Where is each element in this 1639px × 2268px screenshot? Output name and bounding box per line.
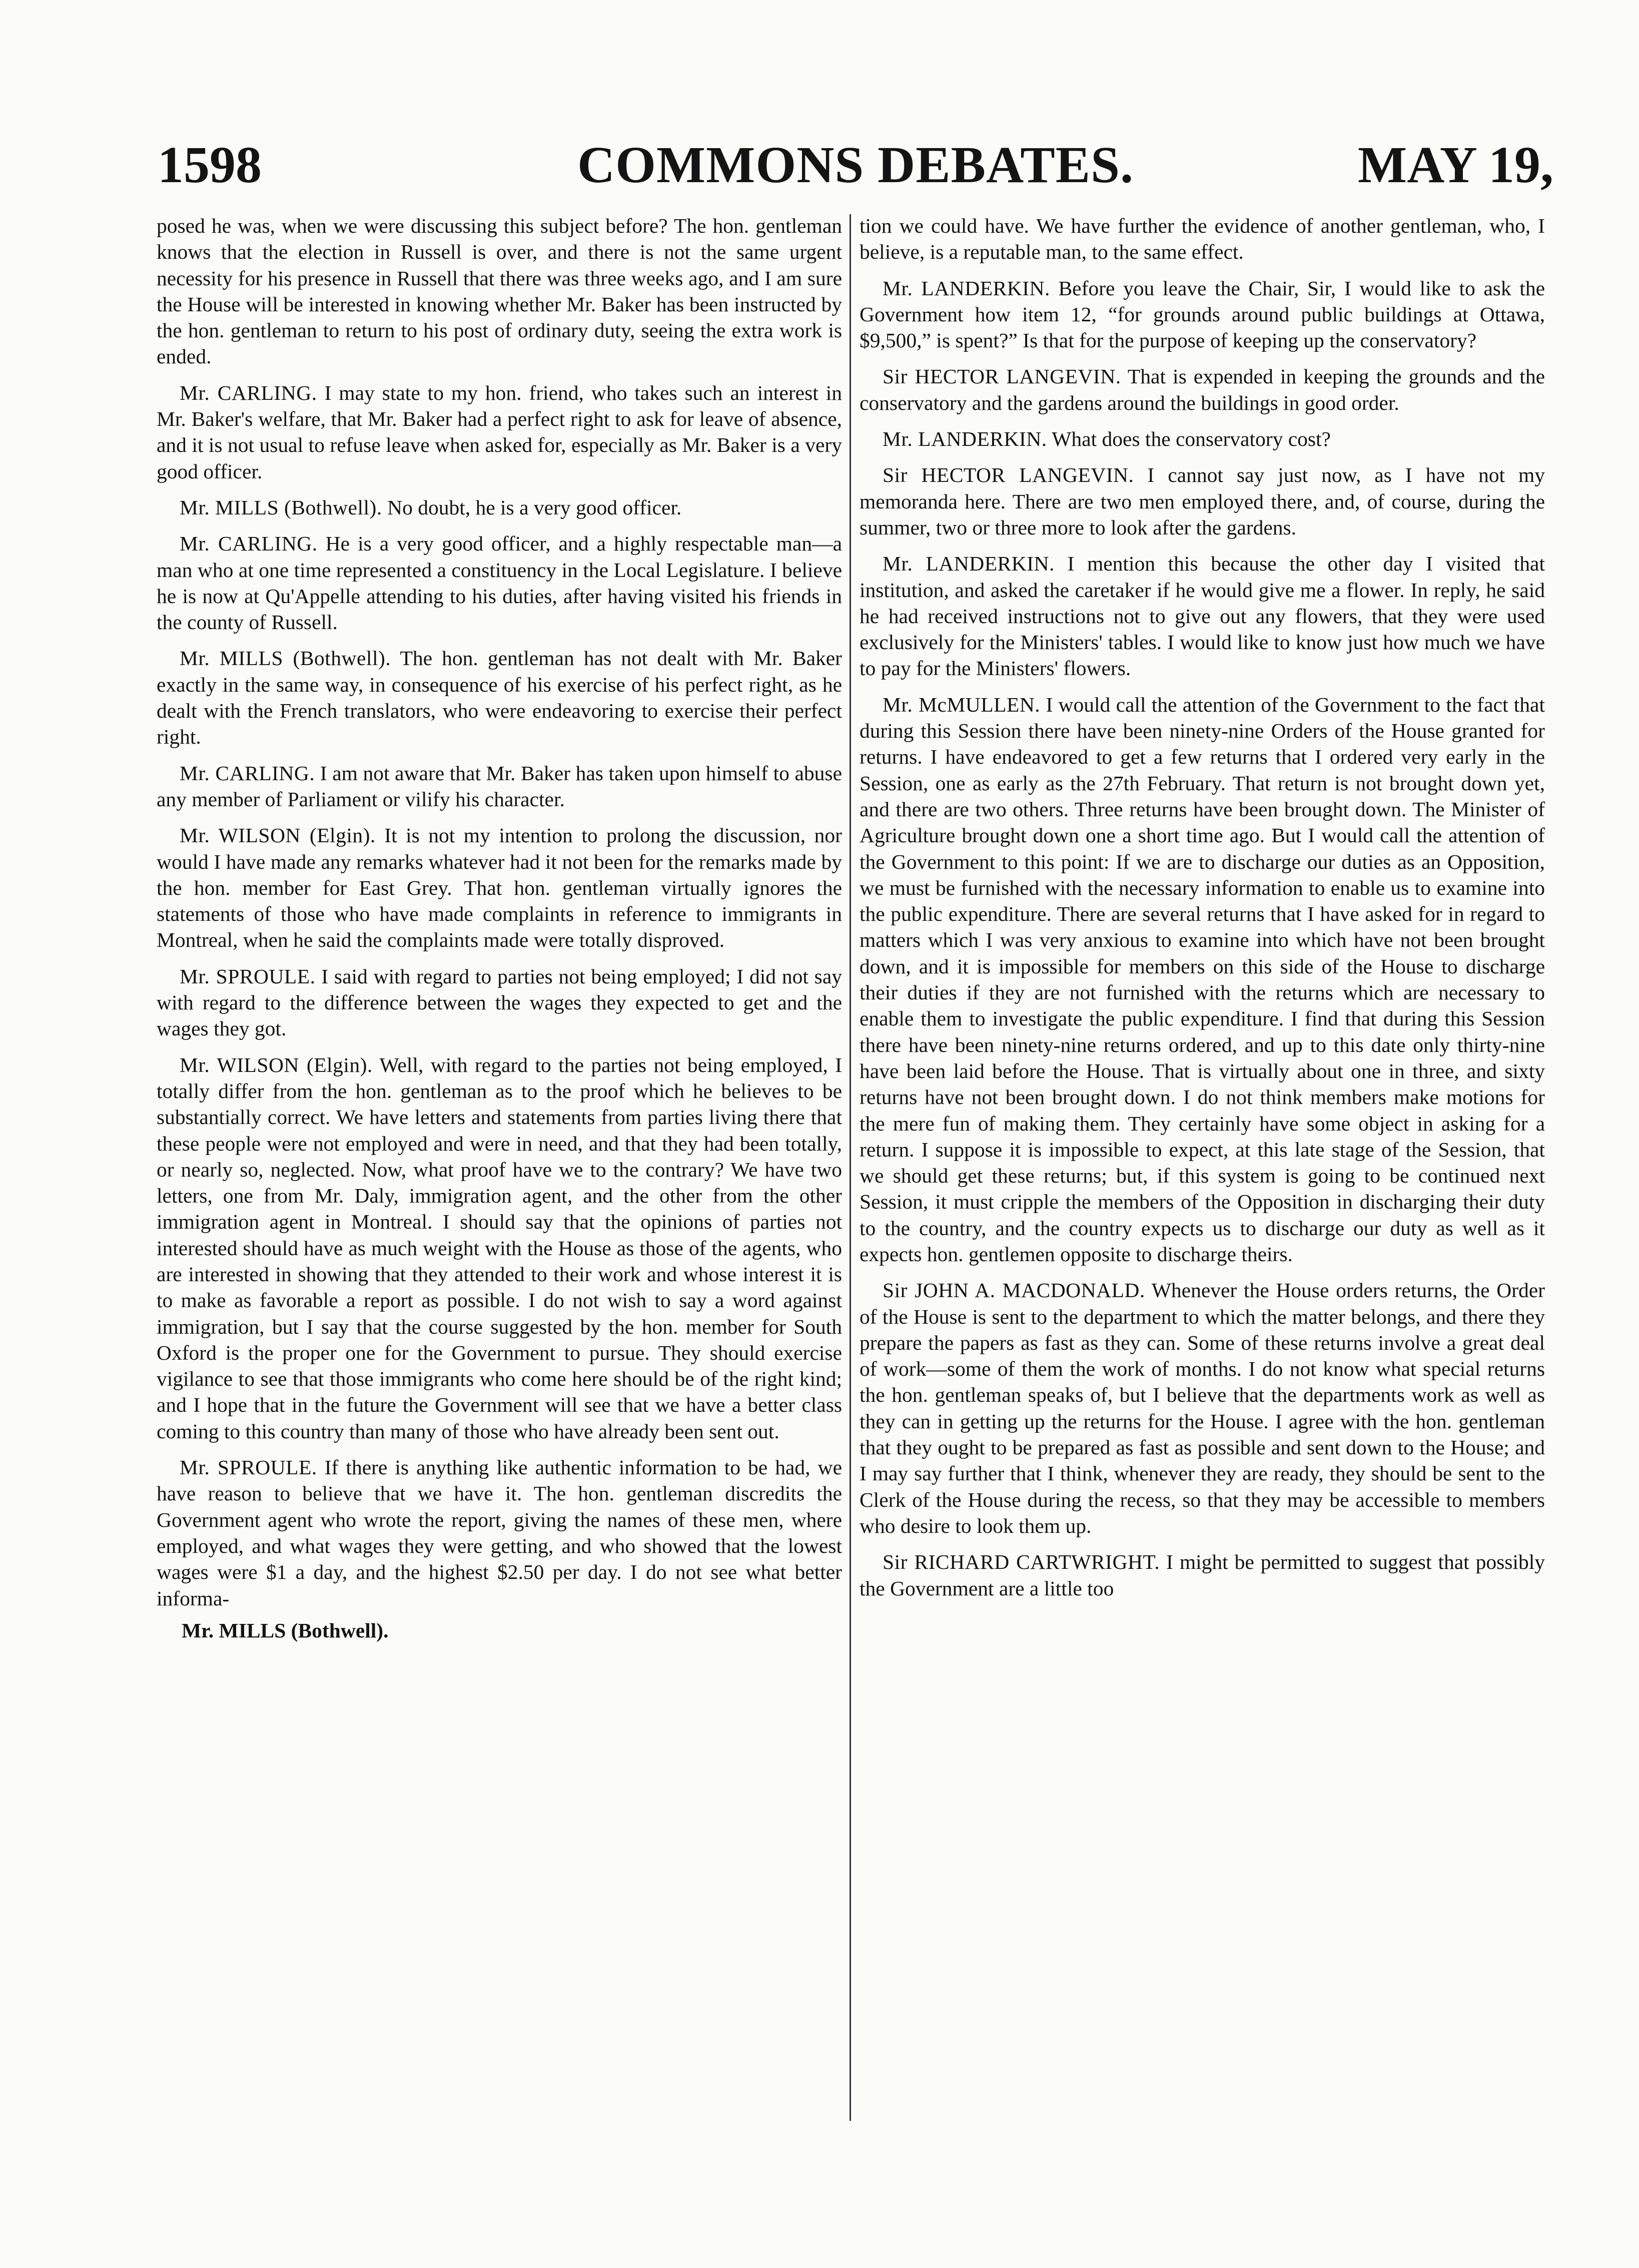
paragraph — [860, 1277, 1545, 1539]
speech-text: He is a very good officer, and a highly respectable man—a man who at one time represented a constituency in the Local Legislature. I believe he is now at Qu'Appelle attending to his duties, after having visited his friends in the county of Russell. — [157, 532, 842, 634]
speaker-name: Mr. LANDERKIN. — [883, 552, 1055, 576]
paragraph — [157, 494, 842, 520]
speaker-name: Mr. LANDERKIN. — [883, 276, 1050, 300]
next-speaker-catchword: Mr. MILLS (Bothwell). — [182, 1618, 389, 1642]
speech-text: Before you leave the Chair, Sir, I would like to ask the Government how item 12, “for grounds around public buildings at Ottawa, $9,500,” is spent?” Is that for the purpose of keeping up the conservatory? — [860, 276, 1545, 352]
page-header — [158, 130, 1553, 195]
speech-text: I cannot say just now, as I have not my memoranda here. There are two men employed there, and, of course, during the summer, two or three more to look after the gardens. — [860, 463, 1545, 539]
paragraph — [157, 645, 842, 750]
speaker-name: Mr. McMULLEN. — [883, 693, 1041, 716]
speaker-name: Sir RICHARD CARTWRIGHT. — [883, 1550, 1160, 1574]
paragraph — [860, 426, 1545, 452]
paragraph — [860, 550, 1545, 681]
speaker-name: Mr. CARLING. — [180, 532, 318, 555]
speaker-name: Sir JOHN A. MACDONALD. — [883, 1279, 1145, 1302]
paragraph — [860, 692, 1545, 1268]
speaker-name: Mr. CARLING. — [180, 381, 317, 404]
speech-text: It is not my intention to prolong the discussion, nor would I have made any remarks whatever had it not been for the remarks made by the hon. member for East Grey. That hon. gentleman virtually ignores the statements of those who have made complaints in reference to immigrants in Montreal, when he said the complaints made were totally disproved. — [157, 824, 842, 952]
paragraph — [860, 363, 1545, 416]
speech-text: I said with regard to parties not being employed; I did not say with regard to the difference between the wages they expected to get and the wages they got. — [157, 964, 842, 1040]
speaker-name: Mr. MILLS (Bothwell). — [180, 647, 391, 670]
speech-text: No doubt, he is a very good officer. — [382, 495, 682, 519]
paragraph — [157, 760, 842, 813]
paragraph — [860, 275, 1545, 354]
paragraph: posed he was, when we were discussing this subject before? The hon. gentleman knows that the election in Russell is over, and there is not the same urgent necessity for his presence in Russell that there was three weeks ago, and I am sure the House will be interested in knowing whether Mr. Baker has been instructed by the hon. gentleman to return to his post of ordinary duty, seeing the extra work is ended. — [157, 214, 842, 368]
speech-text: That is expended in keeping the grounds and the conservatory and the gardens around the buildings in good order. — [860, 365, 1545, 414]
paragraph — [157, 1454, 842, 1611]
page-number: 1598 — [158, 136, 262, 194]
paragraph — [860, 1549, 1545, 1601]
speaker-name: Mr. MILLS (Bothwell). — [180, 495, 382, 519]
speech-text: I would call the attention of the Government to the fact that during this Session there have been ninety-nine Orders of the House granted for returns. I have endeavored to get a few returns that I ordered very early in the Session, one as early as the 27th February. That return is not brought down yet, and there are two others. Three returns have been brought down. The Minister of Agriculture brought down one a short time ago. But I would call the attention of the Government to this point: If we are to discharge our duties as an Opposition, we must be furnished with the necessary information to enable us to examine into the public expenditure. There are several returns that I have asked for in regard to matters which I was very anxious to examine into which have not been brought down, and it is impossible for members on this side of the House to discharge their duties if they are not furnished with the returns which are necessary to enable them to investigate the public expenditure. I find that during this Session there have been ninety-nine returns ordered, and up to this date only thirty-nine have been laid before the House. That is virtually about one in three, and sixty returns have not been brought down. I do not think members make motions for the mere fun of making them. They certainly have some object in asking for a return. I suppose it is impossible to expect, at this late stage of the Session, that we should get these returns; but, if this system is going to be continued next Session, it must cripple the members of the Opposition in discharging their duty to the country, and the country expects us to discharge our duty as well as it expects hon. gentlemen opposite to discharge theirs. — [860, 693, 1545, 1266]
paragraph — [157, 1052, 842, 1444]
speech-text: Well, with regard to the parties not being employed, I totally differ from the hon. gentleman as to the proof which he believes to be substantially correct. We have letters and statements from parties living there that these people were not employed and were in need, and that they had been totally, or nearly so, neglected. Now, what proof have we to the contrary? We have two letters, one from Mr. Daly, immigration agent, and the other from the other immigration agent in Montreal. I should say that the opinions of parties not interested should have as much weight with the House as those of the agents, who are interested in showing that they attended to their work and whose interest it is to make as favorable a report as possible. I do not wish to say a word against immigration, but I say that the course suggested by the hon. member for South Oxford is the proper one for the Government to pursue. They should exercise vigilance to see that those immigrants who come here should be of the right kind; and I hope that in the future the Government will see that we have a better class coming to this country than many of those who have already been sent out. — [157, 1053, 842, 1443]
speaker-name: Mr. LANDERKIN. — [883, 427, 1047, 451]
speech-text: I might be permitted to suggest that possibly the Government are a little too — [860, 1550, 1545, 1600]
speaker-name: Sir HECTOR LANGEVIN. — [883, 365, 1121, 388]
speech-text: I may state to my hon. friend, who takes such an interest in Mr. Baker's welfare, that Mr. Baker had a perfect right to ask for leave of absence, and it is not usual to refuse leave when asked for, especially as Mr. Baker is a very good officer. — [157, 381, 842, 483]
left-column — [157, 213, 842, 2144]
speech-text: Whenever the House orders returns, the Order of the House is sent to the department to which the matter belongs, and there they prepare the papers as fast as they can. Some of these returns involve a great deal of work—some of them the work of months. I do not know what special returns the hon. gentleman speaks of, but I believe that the departments work as well as they can in getting up the returns for the House. I agree with the hon. gentleman that they ought to be prepared as fast as possible and sent down to the House; and I may say further that I think, whenever they are ready, they should be sent to the Clerk of the House during the recess, so that they may be accessible to members who desire to look them up. — [860, 1279, 1545, 1537]
column-divider — [850, 214, 851, 2121]
paragraph: tion we could have. We have further the evidence of another gentleman, who, I believe, is a reputable man, to the same effect. — [860, 214, 1545, 264]
paragraph — [157, 530, 842, 635]
speech-text: What does the conservatory cost? — [1047, 427, 1331, 451]
paragraph — [157, 822, 842, 953]
speaker-name: Mr. SPROULE. — [180, 1456, 317, 1479]
speech-text: The hon. gentleman has not dealt with Mr. Baker exactly in the same way, in consequence of his exercise of his perfect right, as he dealt with the French translators, who were endeavoring to exercise their perfect right. — [157, 647, 842, 749]
right-column — [860, 213, 1545, 2144]
speech-text: If there is anything like authentic information to be had, we have reason to believe that we have it. The hon. gentleman discredits the Government agent who wrote the report, giving the names of these men, where employed, and what wages they were getting, and who showed that the lowest wages were $1 a day, and the highest $2.50 per day. I do not see what better informa- — [157, 1456, 842, 1610]
speaker-name: Mr. CARLING. — [180, 761, 315, 785]
speaker-name: Sir HECTOR LANGEVIN. — [883, 463, 1134, 487]
paragraph — [860, 462, 1545, 540]
speech-text: I am not aware that Mr. Baker has taken upon himself to abuse any member of Parliament or vilify his character. — [157, 761, 842, 811]
speaker-name: Mr. WILSON (Elgin). — [180, 824, 376, 847]
speaker-name: Mr. WILSON (Elgin). — [180, 1053, 373, 1076]
paragraph — [157, 963, 842, 1042]
page-date: MAY 19, — [1358, 136, 1553, 194]
speech-text: I mention this because the other day I visited that institution, and asked the caretaker if he would give me a flower. In reply, he said he had received instructions not to give out any flowers, that they were used exclusively for the Ministers' tables. I would like to know just how much we have to pay for the Ministers' flowers. — [860, 552, 1545, 680]
paragraph — [157, 380, 842, 484]
speaker-name: Mr. SPROULE. — [180, 964, 316, 988]
publication-title: COMMONS DEBATES. — [577, 136, 1134, 194]
